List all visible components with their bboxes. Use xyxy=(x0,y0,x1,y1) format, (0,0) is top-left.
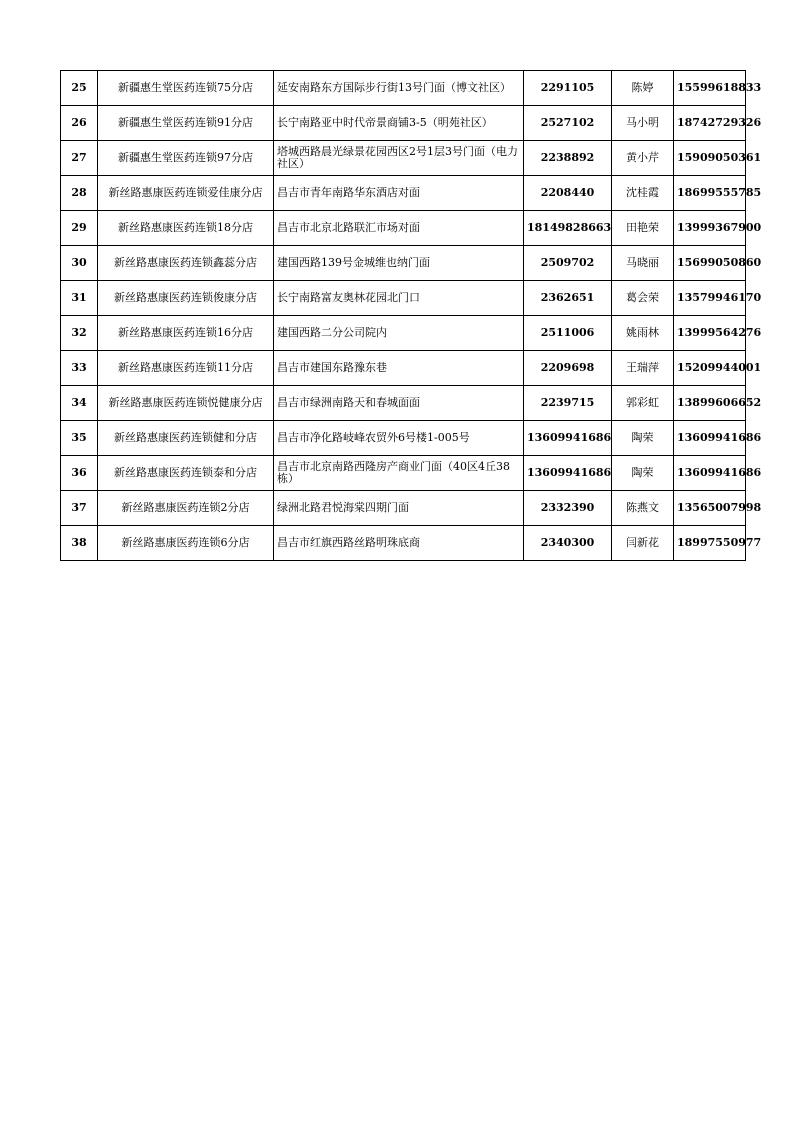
contact-mobile: 15699050860 xyxy=(674,246,746,281)
store-name: 新疆惠生堂医药连锁91分店 xyxy=(98,106,274,141)
contact-person: 马小明 xyxy=(612,106,674,141)
contact-person: 陶荣 xyxy=(612,421,674,456)
store-phone: 2208440 xyxy=(524,176,612,211)
contact-mobile: 13565007998 xyxy=(674,491,746,526)
store-phone: 2238892 xyxy=(524,141,612,176)
contact-mobile: 13999367900 xyxy=(674,211,746,246)
store-name: 新丝路惠康医药连锁俊康分店 xyxy=(98,281,274,316)
store-address: 建国西路139号金城维也纳门面 xyxy=(274,246,524,281)
store-address: 昌吉市绿洲南路天和春城面面 xyxy=(274,386,524,421)
row-number: 35 xyxy=(61,421,98,456)
store-name: 新丝路惠康医药连锁18分店 xyxy=(98,211,274,246)
store-phone: 2239715 xyxy=(524,386,612,421)
store-address: 昌吉市北京南路西隆房产商业门面（40区4丘38栋） xyxy=(274,456,524,491)
store-phone: 2332390 xyxy=(524,491,612,526)
table-row xyxy=(61,316,746,351)
table-row xyxy=(61,526,746,561)
table-row xyxy=(61,246,746,281)
store-name: 新丝路惠康医药连锁鑫蕊分店 xyxy=(98,246,274,281)
contact-person: 沈桂霞 xyxy=(612,176,674,211)
store-address: 长宁南路富友奥林花园北门口 xyxy=(274,281,524,316)
store-name: 新丝路惠康医药连锁16分店 xyxy=(98,316,274,351)
contact-person: 郭彩虹 xyxy=(612,386,674,421)
store-address: 昌吉市北京北路联汇市场对面 xyxy=(274,211,524,246)
store-name: 新丝路惠康医药连锁泰和分店 xyxy=(98,456,274,491)
row-number: 26 xyxy=(61,106,98,141)
store-name: 新丝路惠康医药连锁6分店 xyxy=(98,526,274,561)
table-row xyxy=(61,141,746,176)
store-name: 新丝路惠康医药连锁2分店 xyxy=(98,491,274,526)
table-row xyxy=(61,491,746,526)
table-row xyxy=(61,456,746,491)
row-number: 36 xyxy=(61,456,98,491)
store-address: 昌吉市建国东路豫东巷 xyxy=(274,351,524,386)
contact-person: 闫新花 xyxy=(612,526,674,561)
store-phone: 2209698 xyxy=(524,351,612,386)
table-row xyxy=(61,211,746,246)
store-address: 长宁南路亚中时代帝景商铺3-5（明苑社区） xyxy=(274,106,524,141)
contact-mobile: 13579946170 xyxy=(674,281,746,316)
store-name: 新丝路惠康医药连锁健和分店 xyxy=(98,421,274,456)
table-row xyxy=(61,176,746,211)
contact-mobile: 13899606652 xyxy=(674,386,746,421)
store-address: 昌吉市青年南路华东酒店对面 xyxy=(274,176,524,211)
contact-mobile: 15909050361 xyxy=(674,141,746,176)
row-number: 37 xyxy=(61,491,98,526)
table-row xyxy=(61,106,746,141)
store-address: 昌吉市红旗西路丝路明珠底商 xyxy=(274,526,524,561)
contact-mobile: 15599618833 xyxy=(674,71,746,106)
contact-mobile: 18699555785 xyxy=(674,176,746,211)
store-phone: 2511006 xyxy=(524,316,612,351)
table-row xyxy=(61,421,746,456)
store-phone: 2527102 xyxy=(524,106,612,141)
store-address: 建国西路二分公司院内 xyxy=(274,316,524,351)
store-name: 新疆惠生堂医药连锁75分店 xyxy=(98,71,274,106)
pharmacy-store-table xyxy=(60,70,762,561)
table-row xyxy=(61,386,746,421)
row-number: 34 xyxy=(61,386,98,421)
contact-mobile: 18997550977 xyxy=(674,526,746,561)
row-number: 25 xyxy=(61,71,98,106)
store-phone: 13609941686 xyxy=(524,456,612,491)
store-address: 昌吉市净化路岐峰农贸外6号楼1-005号 xyxy=(274,421,524,456)
contact-person: 葛会荣 xyxy=(612,281,674,316)
row-number: 30 xyxy=(61,246,98,281)
table-row xyxy=(61,281,746,316)
table-row xyxy=(61,351,746,386)
contact-person: 陈燕文 xyxy=(612,491,674,526)
store-address: 绿洲北路君悦海棠四期门面 xyxy=(274,491,524,526)
store-phone: 2362651 xyxy=(524,281,612,316)
row-number: 31 xyxy=(61,281,98,316)
contact-person: 田艳荣 xyxy=(612,211,674,246)
row-number: 32 xyxy=(61,316,98,351)
contact-mobile: 18742729326 xyxy=(674,106,746,141)
contact-person: 马晓丽 xyxy=(612,246,674,281)
table-body xyxy=(61,71,762,561)
store-phone: 2509702 xyxy=(524,246,612,281)
row-number: 29 xyxy=(61,211,98,246)
contact-person: 王瑞萍 xyxy=(612,351,674,386)
row-number: 28 xyxy=(61,176,98,211)
store-address: 塔城西路晨光绿景花园西区2号1层3号门面（电力社区） xyxy=(274,141,524,176)
contact-mobile: 13609941686 xyxy=(674,421,746,456)
store-phone: 13609941686 xyxy=(524,421,612,456)
store-address: 延安南路东方国际步行街13号门面（博文社区） xyxy=(274,71,524,106)
store-phone: 18149828663 xyxy=(524,211,612,246)
store-phone: 2340300 xyxy=(524,526,612,561)
contact-person: 黄小芹 xyxy=(612,141,674,176)
contact-person: 陈婷 xyxy=(612,71,674,106)
store-name: 新丝路惠康医药连锁11分店 xyxy=(98,351,274,386)
row-number: 33 xyxy=(61,351,98,386)
row-number: 38 xyxy=(61,526,98,561)
contact-person: 陶荣 xyxy=(612,456,674,491)
store-phone: 2291105 xyxy=(524,71,612,106)
store-name: 新疆惠生堂医药连锁97分店 xyxy=(98,141,274,176)
table-row xyxy=(61,71,746,106)
store-name: 新丝路惠康医药连锁爱佳康分店 xyxy=(98,176,274,211)
contact-mobile: 15209944001 xyxy=(674,351,746,386)
contact-person: 姚雨林 xyxy=(612,316,674,351)
contact-mobile: 13609941686 xyxy=(674,456,746,491)
row-number: 27 xyxy=(61,141,98,176)
contact-mobile: 13999564276 xyxy=(674,316,746,351)
store-name: 新丝路惠康医药连锁悦健康分店 xyxy=(98,386,274,421)
